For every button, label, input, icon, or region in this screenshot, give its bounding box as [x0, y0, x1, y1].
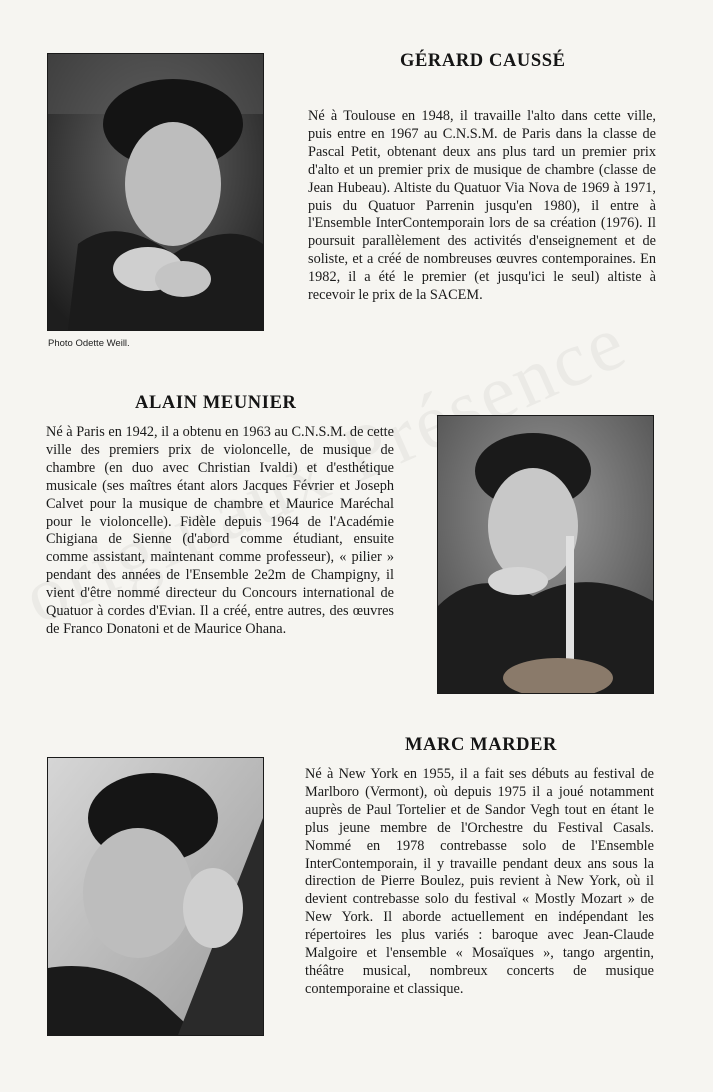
- portrait-photo-causse: [47, 53, 264, 331]
- photo-credit: Photo Odette Weill.: [48, 338, 130, 349]
- musician-name-meunier: ALAIN MEUNIER: [135, 393, 297, 413]
- musician-bio-causse: Né à Toulouse en 1948, il travaille l'alto dans cette ville, puis entre en 1967 au C.N.S.M. de Paris dans la classe de Pascal Petit, obtenant deux ans plus tard un premier prix d'alto et un premier prix de musique de chambre (classe de Jean Hubeau). Altiste du Quatuor Via Nova de 1969 à 1971, puis du Quatuor Parrenin jusqu'en 1980), il entre à l'Ensemble InterContemporain lors de sa création (1976). Il poursuit parallèlement des activités d'enseignement et de soliste, et a créé de nombreuses œuvres contemporaines. En 1982, il a été le premier (et jusqu'ici le seul) altiste à recevoir le prix de la SACEM.: [308, 108, 656, 304]
- portrait-photo-marder: [47, 757, 264, 1036]
- portrait-photo-meunier: [437, 415, 654, 694]
- musician-name-marder: MARC MARDER: [405, 735, 558, 755]
- portrait-photo-icon: [438, 416, 653, 693]
- musician-name-causse: GÉRARD CAUSSÉ: [400, 51, 566, 71]
- musician-bio-meunier: Né à Paris en 1942, il a obtenu en 1963 au C.N.S.M. de cette ville des premiers prix de violoncelle, de musique de chambre (en duo avec Christian Ivaldi) et d'esthétique musicale (ses maîtres étant alors Jacques Février et Joseph Calvet pour la musique de chambre et Maurice Maréchal pour le violoncelle). Fidèle depuis 1964 de l'Académie Chigiana de Sienne (d'abord comme étudiant, ensuite comme assistant, maintenant comme professeur), « pilier » pendant des années de l'Ensemble 2e2m de Champigny, il vient d'être nommé directeur du Concours international de Quatuor à cordes d'Evian. Il a créé, entre autres, des œuvres de Franco Donatoni et de Maurice Ohana.: [46, 424, 394, 637]
- musician-bio-marder: Né à New York en 1955, il a fait ses débuts au festival de Marlboro (Vermont), où depuis 1975 il a joué notamment auprès de Paul Tortelier et de Sandor Vegh tout en étant le plus jeune membre de l'Orchestre du Festival Casals. Nommé en 1978 contrebasse solo de l'Ensemble InterContemporain, il y travaille pendant deux ans sous la direction de Pierre Boulez, puis revient à New York, où il devient contrebasse solo du festival « Mostly Mozart » de New York. Il aborde actuellement en indépendant les répertoires les plus variés : baroque avec Jean-Claude Malgoire et l'ensemble « Mosaïques », tango argentin, théâtre musical, nombreux concerts de musique contemporaine et classique.: [305, 766, 654, 997]
- portrait-photo-icon: [48, 758, 263, 1035]
- portrait-photo-icon: [48, 54, 263, 330]
